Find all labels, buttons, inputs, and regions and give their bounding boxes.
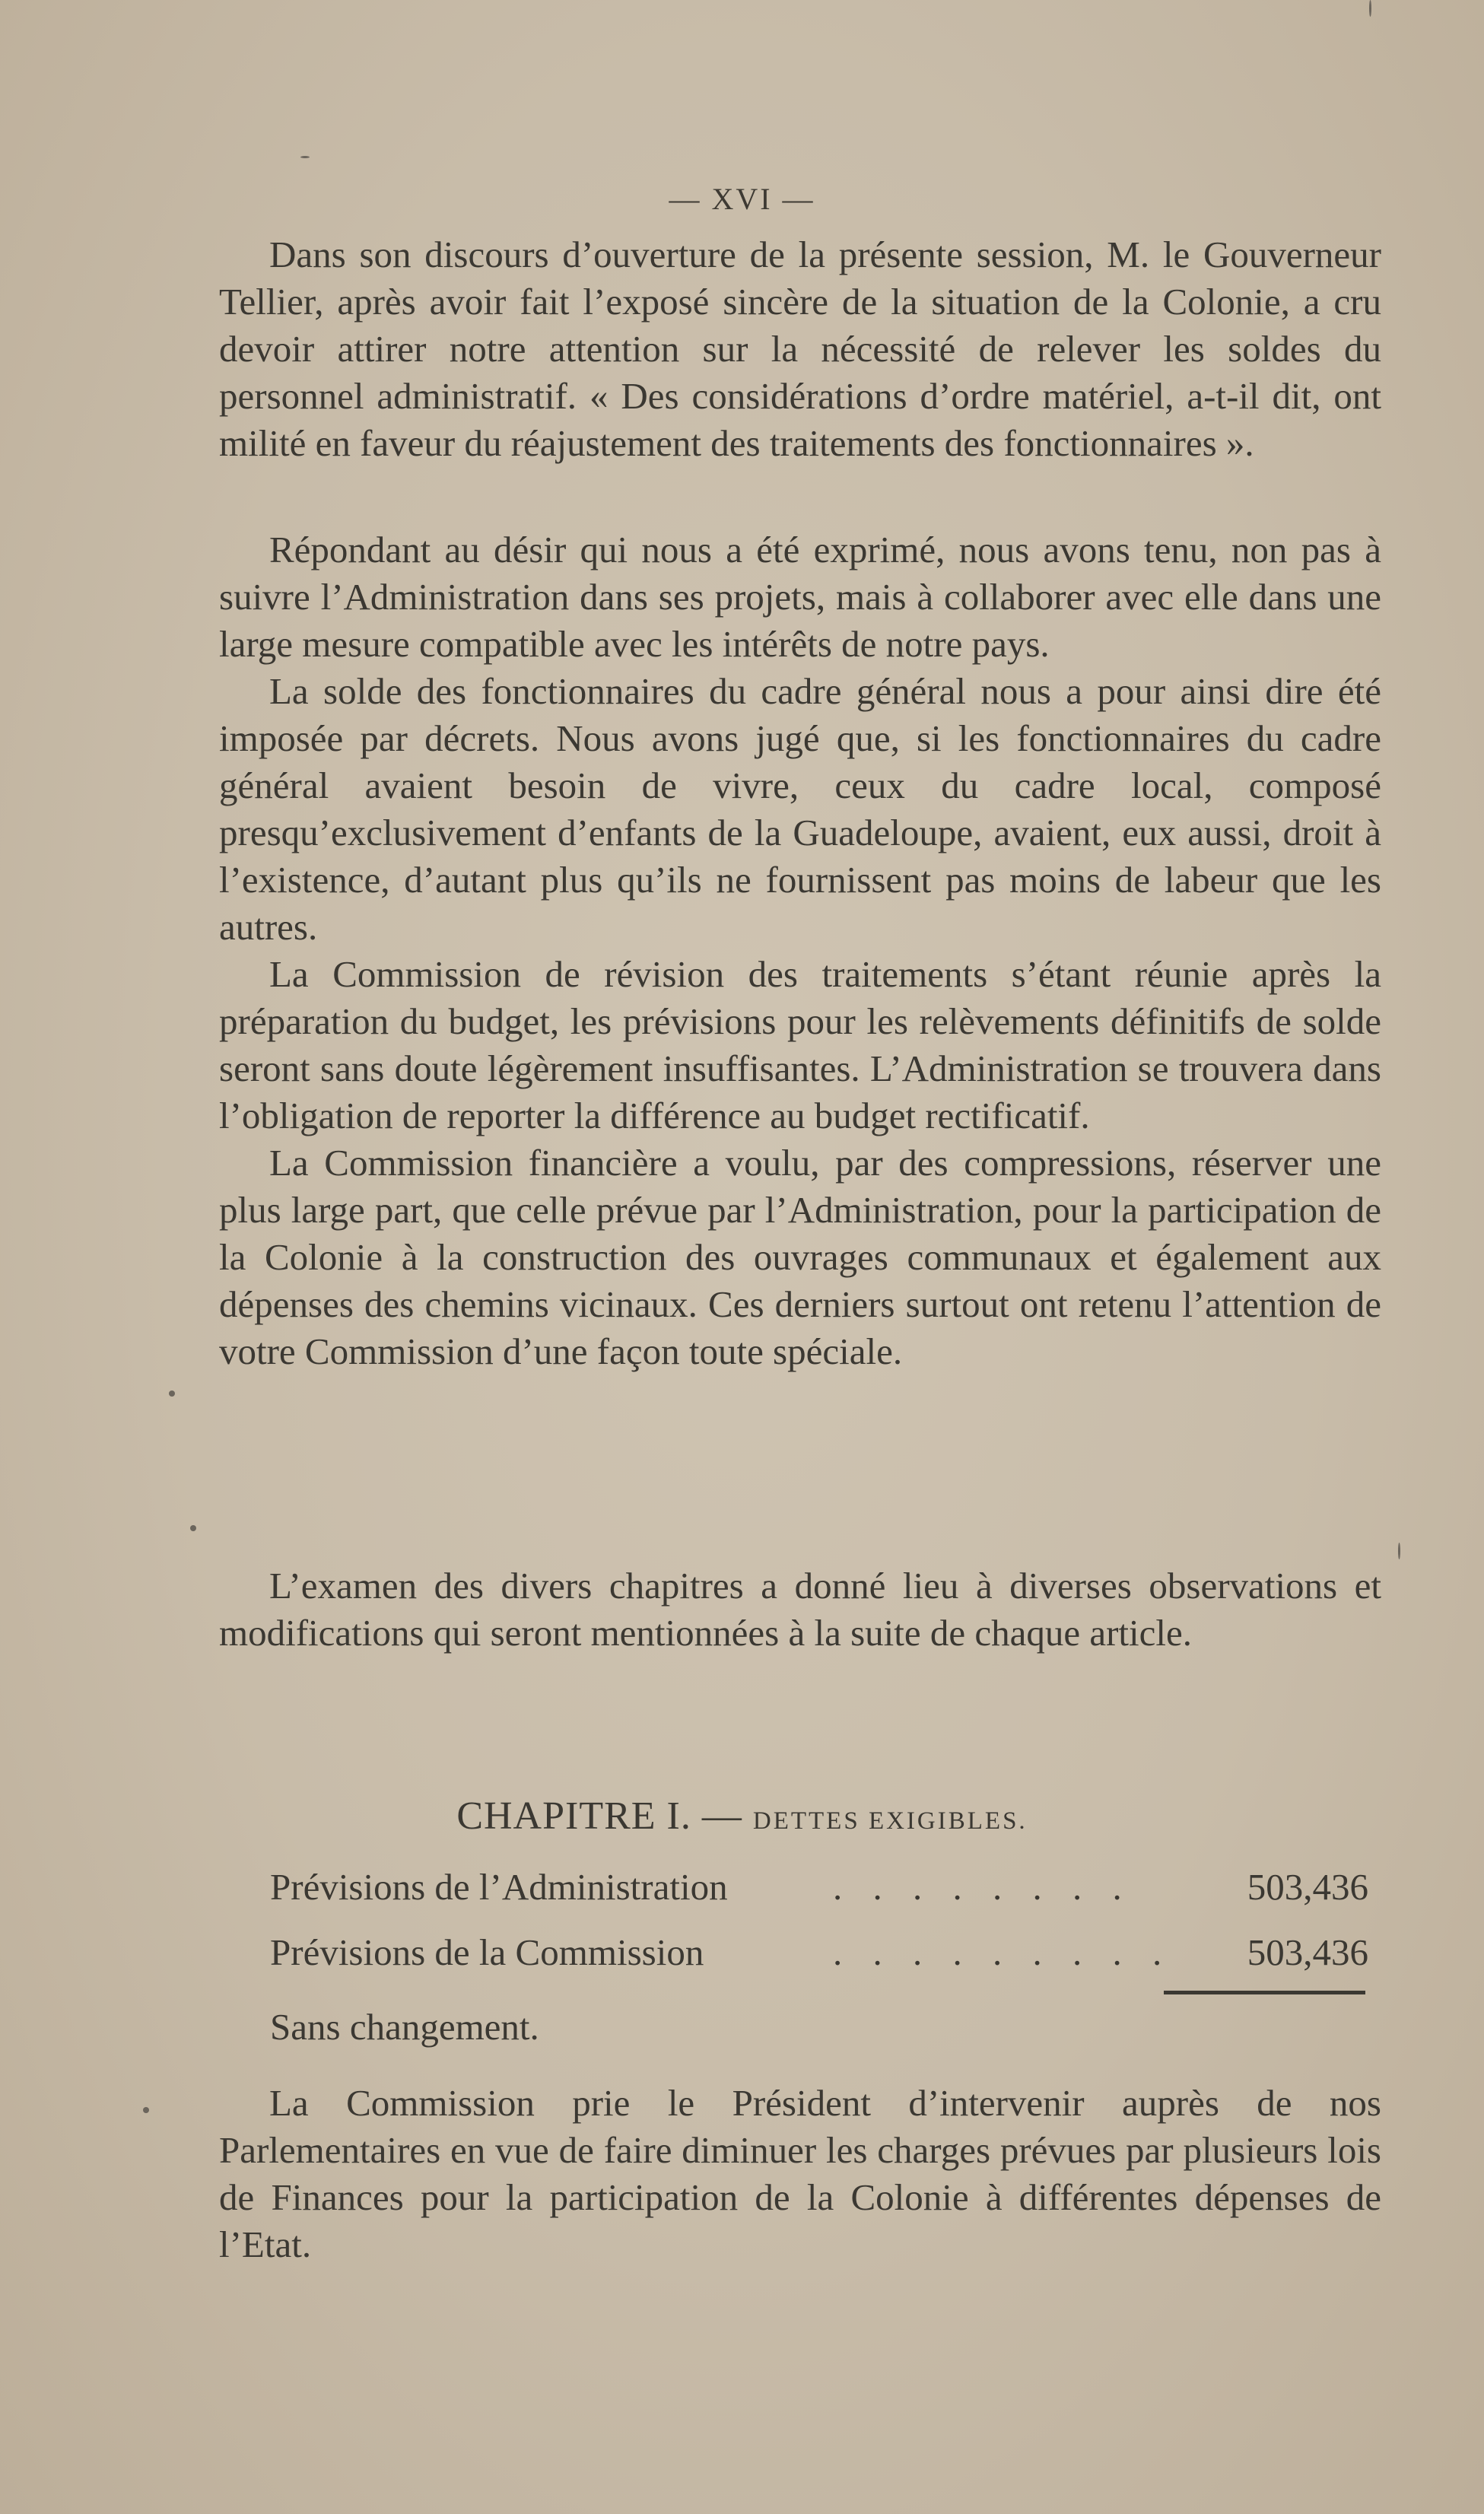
ink-speck [143,2107,149,2113]
body-block-3 [219,1562,1381,1657]
budget-row-administration [270,1861,1381,1914]
paragraph-4: La Commission de révision des traitements s’étant réunie après la préparation du budget, les prévisions pour les relèvements définitifs de solde seront sans doute légèrement insuffisantes. L’Administration se trouvera dans l’obligation de reporter la différence au budget rectificatif. [219,953,1381,1136]
paragraph-6: L’examen des divers chapitres a donné lieu à diverses observations et modifications qui seront mentionnées à la suite de chaque article. [219,1565,1381,1654]
leader-dots: . . . . . . . . . [833,1931,1173,1973]
body-block-2 [219,526,1381,1375]
leader-dots: . . . . . . . . [833,1866,1133,1908]
paragraph-1: Dans son discours d’ouverture de la présente session, M. le Gouverneur Tellier, après avoir fait l’exposé sincère de la situation de la Colonie, a cru devoir attirer notre attention sur la nécessité de relever les soldes du personnel administratif. « Des considérations d’ordre matériel, a-t-il dit, ont milité en faveur du réajustement des traitements des fonctionnaires ». [219,234,1381,464]
chapter-dash: — [701,1794,742,1838]
ink-speck [190,1525,196,1531]
chapter-heading [0,1794,1484,1839]
chapter-title: CHAPITRE I. [456,1794,691,1838]
body-block-1 [219,231,1381,467]
paragraph-3: La solde des fonctionnaires du cadre général nous a pour ainsi dire été imposée par décrets. Nous avons jugé que, si les fonctionnaires du cadre général avaient besoin de vivre, ceux du cadre local, composé presqu’exclusivement d’enfants de la Guadeloupe, avaient, eux aussi, droit à l’existence, d’autant plus qu’ils ne fournissent pas moins de labeur que les autres. [219,670,1381,948]
ink-speck [300,156,310,158]
ink-speck [1369,0,1371,17]
ink-speck [1398,1543,1400,1559]
budget-row-label: Prévisions de l’Administration [270,1866,728,1908]
paragraph-2: Répondant au désir qui nous a été exprimé, nous avons tenu, non pas à suivre l’Administration dans ses projets, mais à collaborer avec elle dans une large mesure compatible avec les intérêts de notre pays. [219,529,1381,665]
no-change-note: Sans changement. [270,2006,539,2048]
page-number: — XVI — [669,182,815,216]
budget-row-commission [270,1926,1381,1979]
paragraph-7: La Commission prie le Président d’intervenir auprès de nos Parlementaires en vue de faire diminuer les charges prévues par plusieurs lois de Finances pour la participation de la Colonie à différentes dépenses de l’Etat. [219,2082,1381,2265]
paragraph-5: La Commission financière a voulu, par des compressions, réserver une plus large part, que celle prévue par l’Administration, pour la participation de la Colonie à la construction des ouvrages communaux et également aux dépenses des chemins vicinaux. Ces derniers surtout ont retenu l’attention de votre Commission d’une façon toute spéciale. [219,1142,1381,1372]
budget-row-amount: 503,436 [1247,1866,1368,1908]
body-block-4 [219,2080,1381,2268]
budget-row-label: Prévisions de la Commission [270,1931,704,1973]
ink-speck [169,1390,175,1397]
total-rule [1164,1991,1365,1994]
budget-row-amount: 503,436 [1247,1931,1368,1973]
chapter-subtitle: DETTES EXIGIBLES. [752,1807,1028,1835]
